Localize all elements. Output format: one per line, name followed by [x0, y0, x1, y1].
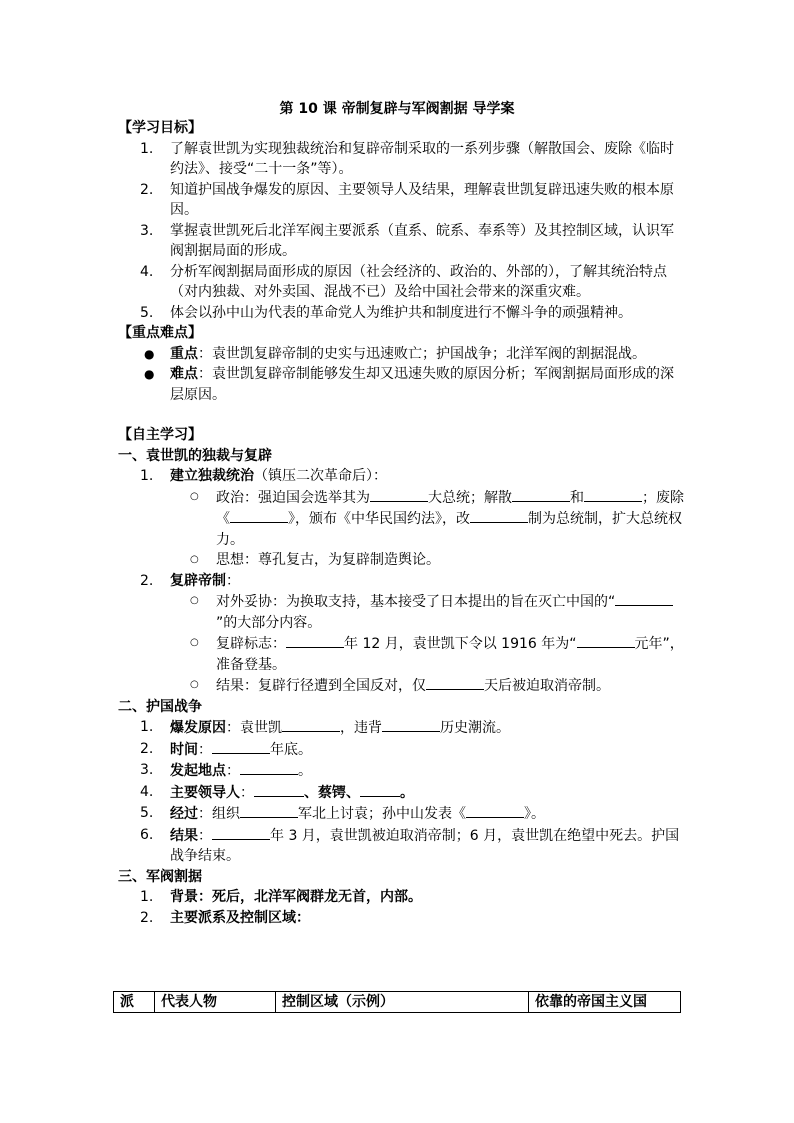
blank[interactable] — [470, 508, 528, 523]
objective-item: 4. 分析军阀割据局面形成的原因（社会经济的、政治的、外部的），了解其统治特点（对内独裁、对外卖国、混战不已）及给中国社会带来的深重灾难。 — [140, 263, 667, 300]
sec2-item: 2. 时间： 年底。 — [140, 740, 312, 758]
page-title: 第 10 课 帝制复辟与军阀割据 导学案 — [279, 101, 515, 117]
blank[interactable] — [254, 782, 304, 797]
keypoint-item: ● 难点：袁世凯复辟帝制能够发生却又迅速失败的原因分析；军阀割据局面形成的深层原因。 — [144, 366, 674, 403]
table-header-row — [114, 992, 681, 1013]
sign-item: ○ 复辟标志： 年 12 月，袁世凯下令以 1916 年为“ 元年”，准备登基。 — [118, 633, 684, 675]
keypoints-header: 【重点难点】 — [118, 325, 202, 341]
sec2-item: 4. 主要领导人： 、蔡锷、 。 — [140, 783, 414, 801]
blank[interactable] — [286, 633, 344, 648]
blank[interactable] — [615, 591, 673, 606]
sec2-item: 5. 经过：组织 军北上讨袁；孙中山发表《 》。 — [140, 805, 545, 822]
blank[interactable] — [240, 760, 298, 775]
politics-item: ○ 政治：强迫国会选举其为 大总统；解散 和 ；废除《 》，颁布《中华民国约法》，改 制为总统制，扩大总统权力。 — [118, 487, 684, 551]
result-item: ○ 结果：复辟行径遭到全国反对，仅 天后被迫取消帝制。 — [118, 675, 684, 697]
thought-item: ○ 思想：尊孔复古，为复辟制造舆论。 — [190, 552, 440, 568]
objective-item: 1. 了解袁世凯为实现独裁统治和复辟帝制采取的一系列步骤（解散国会、废除《临时约法》、接受“二十一条”等）。 — [140, 140, 674, 177]
table-header-cell: 控制区域（示例） — [276, 992, 529, 1013]
sec3-item: 2. 主要派系及控制区域： — [140, 909, 310, 926]
keypoint-item: ● 重点：袁世凯复辟帝制的史实与迅速败亡；护国战争；北洋军阀的割据混战。 — [144, 345, 646, 362]
blank[interactable] — [466, 803, 524, 818]
factions-table — [113, 991, 681, 1013]
blank[interactable] — [212, 739, 270, 754]
blank[interactable] — [426, 675, 484, 690]
selfstudy-header: 【自主学习】 — [118, 427, 202, 443]
blank[interactable] — [512, 487, 570, 502]
blank[interactable] — [240, 803, 298, 818]
section-3-title: 三、军阀割据 — [118, 868, 202, 885]
sec2-item: 6. 结果： 年 3 月，袁世凯被迫取消帝制；6 月，袁世凯在绝望中死去。护国战争结束。 — [140, 826, 680, 864]
foreign-item: ○ 对外妥协：为换取支持，基本接受了日本提出的旨在灭亡中国的“”的大部分内容。 — [118, 591, 684, 633]
sec2-item: 1. 爆发原因：袁世凯 ，违背 历史潮流。 — [140, 719, 510, 736]
sec3-item: 1. 背景：死后，北洋军阀群龙无首，内部。 — [140, 889, 422, 905]
objectives-list — [118, 139, 684, 324]
objective-item: 3. 掌握袁世凯死后北洋军阀主要派系（直系、皖系、奉系等）及其控制区域，认识军阀割据局面的形成。 — [140, 222, 674, 259]
blank[interactable] — [584, 487, 642, 502]
section-2-title: 二、护国战争 — [118, 698, 202, 715]
blank[interactable] — [370, 487, 428, 502]
objective-item: 5. 体会以孙中山为代表的革命党人为维护共和制度进行不懈斗争的顽强精神。 — [140, 304, 632, 321]
document-body — [118, 118, 684, 928]
sec2-item: 3. 发起地点： 。 — [140, 762, 312, 779]
blank[interactable] — [382, 717, 440, 732]
blank[interactable] — [577, 633, 635, 648]
section-1-title: 一、袁世凯的独裁与复辟 — [118, 447, 272, 464]
table-header-cell: 依靠的帝国主义国 — [529, 992, 681, 1013]
blank[interactable] — [360, 782, 400, 797]
blank[interactable] — [282, 717, 340, 732]
blank[interactable] — [230, 508, 288, 523]
table-header-cell: 代表人物 — [155, 992, 276, 1013]
objectives-header: 【学习目标】 — [118, 120, 202, 136]
blank[interactable] — [212, 825, 270, 840]
table-header-cell: 派 — [114, 992, 155, 1013]
objective-item: 2. 知道护国战争爆发的原因、主要领导人及结果，理解袁世凯复辟迅速失败的根本原因。 — [140, 181, 674, 218]
sec1-item-1: 1. 建立独裁统治（镇压二次革命后）： — [140, 468, 387, 484]
sec1-item-2: 2. 复辟帝制： — [140, 572, 240, 589]
